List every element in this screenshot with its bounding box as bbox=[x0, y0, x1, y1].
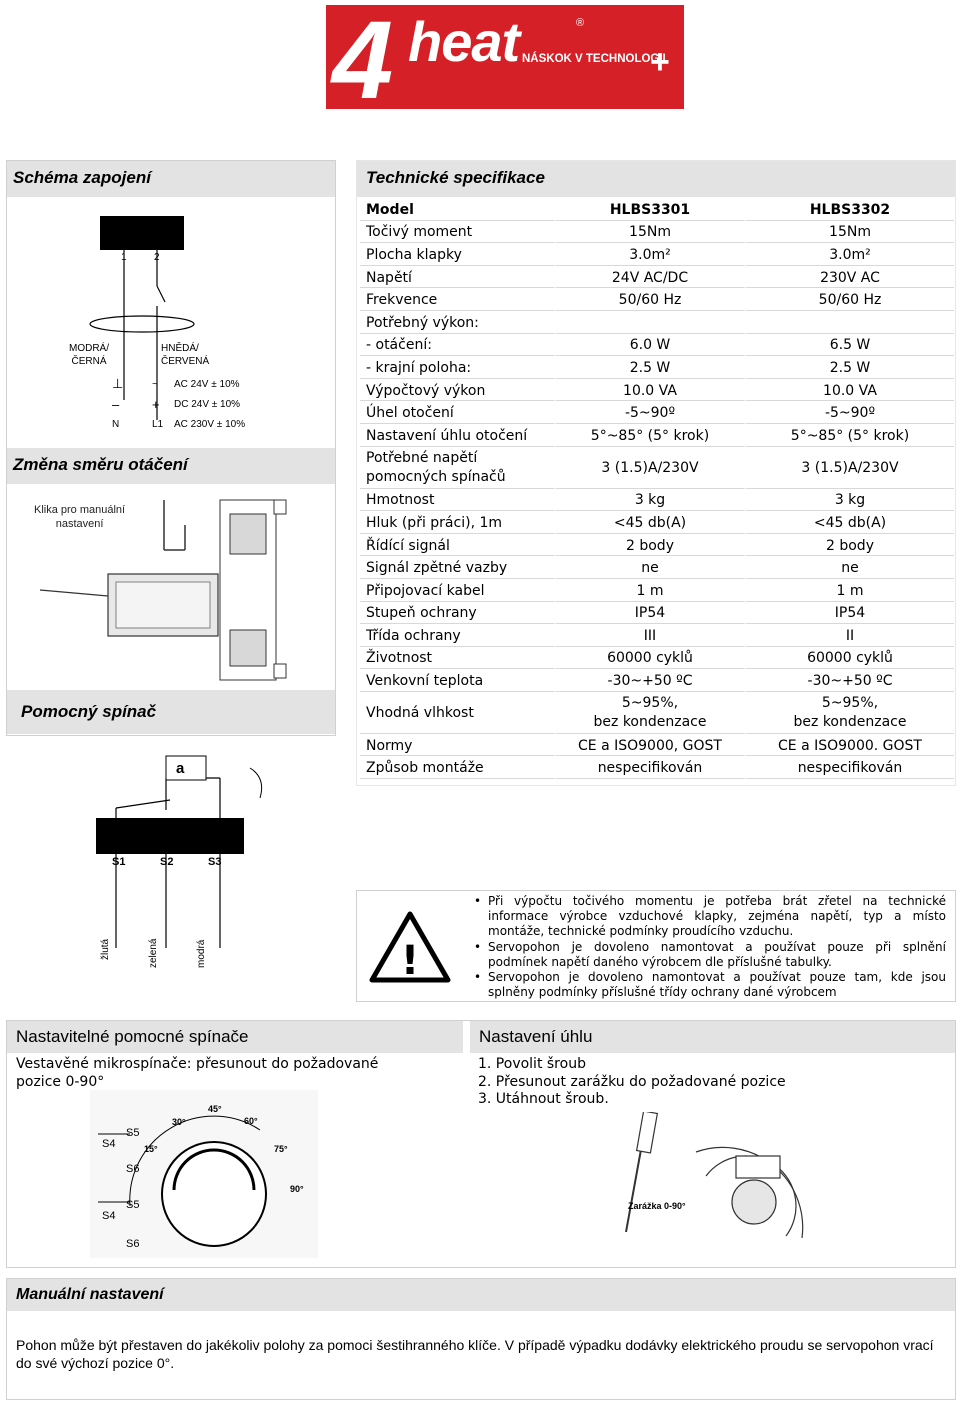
spec-row bbox=[360, 671, 954, 692]
spec-row bbox=[360, 649, 954, 670]
spec-col-hlbs3301: HLBS3301 bbox=[556, 200, 746, 221]
wire-label-left: MODRÁ/ ČERNÁ bbox=[69, 343, 109, 367]
spec-value-hlbs3302: 3.0m² bbox=[746, 245, 954, 266]
spec-value-hlbs3302: IP54 bbox=[746, 604, 954, 625]
angle-step: 3. Utáhnout šroub. bbox=[478, 1091, 609, 1107]
spec-value-hlbs3301: 50/60 Hz bbox=[556, 290, 746, 311]
spec-row bbox=[360, 581, 954, 602]
spec-value-hlbs3302: nespecifikován bbox=[746, 758, 954, 779]
direction-title: Změna směru otáčení bbox=[7, 448, 335, 484]
spec-row bbox=[360, 403, 954, 424]
spec-value-hlbs3301: 5~95%, bez kondenzace bbox=[556, 694, 746, 734]
spec-value-hlbs3301: 24V AC/DC bbox=[556, 268, 746, 289]
wire-yellow: žlutá bbox=[100, 938, 111, 960]
wire-green: zelená bbox=[148, 938, 159, 968]
logo-plus-icon: + bbox=[650, 43, 670, 81]
spec-label: Potřebné napětí pomocných spínačů bbox=[360, 449, 556, 489]
spec-row bbox=[360, 358, 954, 379]
spec-label: Frekvence bbox=[360, 290, 556, 311]
spec-value-hlbs3302 bbox=[746, 313, 954, 334]
spec-row bbox=[360, 245, 954, 266]
legend-text: DC 24V ± 10% bbox=[174, 398, 241, 410]
switch-label-s5-top: S5 bbox=[126, 1127, 140, 1139]
legend-sym: ⊥ bbox=[112, 376, 124, 391]
legend-row bbox=[112, 414, 312, 434]
spec-row bbox=[360, 381, 954, 402]
terminal-s3: S3 bbox=[208, 856, 222, 868]
logo-heat: heat bbox=[408, 10, 520, 73]
angle-stop-svg bbox=[606, 1112, 808, 1262]
terminal-s2: S2 bbox=[160, 856, 174, 868]
spec-value-hlbs3301: 15Nm bbox=[556, 223, 746, 244]
spec-row bbox=[360, 223, 954, 244]
spec-value-hlbs3302: ne bbox=[746, 558, 954, 579]
spec-label: Třída ochrany bbox=[360, 626, 556, 647]
spec-value-hlbs3302: -30~+50 ºC bbox=[746, 671, 954, 692]
warning-item: • Při výpočtu točivého momentu je potřeba brát zřetel na technické informace výrobce vzduchové klapky, zejména napětí, typ a místo montáže, technické podmínky proudícího vzduchu. bbox=[474, 894, 946, 940]
spec-col-hlbs3302: HLBS3302 bbox=[746, 200, 954, 221]
wiring-legend bbox=[112, 374, 312, 434]
spec-value-hlbs3302: 230V AC bbox=[746, 268, 954, 289]
spec-value-hlbs3302: 6.5 W bbox=[746, 336, 954, 357]
angle-step: 2. Přesunout zarážku do požadované pozice bbox=[478, 1073, 786, 1090]
spec-label: Signál zpětné vazby bbox=[360, 558, 556, 579]
manual-title: Manuální nastavení bbox=[7, 1279, 955, 1311]
spec-value-hlbs3301: 10.0 VA bbox=[556, 381, 746, 402]
aux-title: Pomocný spínač bbox=[7, 690, 335, 734]
spec-label: Řídící signál bbox=[360, 536, 556, 557]
spec-label: Plocha klapky bbox=[360, 245, 556, 266]
dial-angle-15: 15° bbox=[144, 1144, 158, 1154]
warning-svg bbox=[368, 910, 452, 984]
actuator-drawing bbox=[30, 490, 330, 690]
dial-angle-60: 60° bbox=[244, 1116, 258, 1126]
spec-value-hlbs3301: 6.0 W bbox=[556, 336, 746, 357]
spec-value-hlbs3302: 60000 cyklů bbox=[746, 649, 954, 670]
spec-label: - krajní poloha: bbox=[360, 358, 556, 379]
spec-row bbox=[360, 626, 954, 647]
spec-label: Hluk (při práci), 1m bbox=[360, 513, 556, 534]
spec-value-hlbs3302: 50/60 Hz bbox=[746, 290, 954, 311]
manual-crank-label: Klika pro manuální nastavení bbox=[34, 504, 126, 530]
legend-sym: N bbox=[112, 418, 120, 430]
legend-sym: – bbox=[112, 396, 120, 412]
angle-step: 1. Povolit šroub bbox=[478, 1056, 586, 1072]
spec-value-hlbs3302: 5°~85° (5° krok) bbox=[746, 426, 954, 447]
switch-label-s4-top: S4 bbox=[102, 1138, 116, 1150]
spec-value-hlbs3301: 2.5 W bbox=[556, 358, 746, 379]
spec-value-hlbs3301: 5°~85° (5° krok) bbox=[556, 426, 746, 447]
spec-value-hlbs3301: -30~+50 ºC bbox=[556, 671, 746, 692]
spec-row bbox=[360, 336, 954, 357]
aux-contact-label: a bbox=[176, 760, 185, 777]
actuator-svg bbox=[30, 490, 330, 690]
spec-table-body bbox=[360, 200, 954, 779]
spec-value-hlbs3302: 2 body bbox=[746, 536, 954, 557]
spec-value-hlbs3302: -5~90º bbox=[746, 403, 954, 424]
dial-angle-45: 45° bbox=[208, 1104, 222, 1114]
adjustable-title: Nastavitelné pomocné spínače bbox=[7, 1021, 463, 1053]
spec-value-hlbs3302: 3 kg bbox=[746, 491, 954, 512]
spec-value-hlbs3301: 3 (1.5)A/230V bbox=[556, 449, 746, 489]
legend-text: AC 230V ± 10% bbox=[174, 418, 246, 430]
spec-row bbox=[360, 736, 954, 757]
spec-row bbox=[360, 449, 954, 489]
spec-value-hlbs3301: nespecifikován bbox=[556, 758, 746, 779]
spec-label: Točivý moment bbox=[360, 223, 556, 244]
angle-title: Nastavení úhlu bbox=[470, 1021, 955, 1053]
spec-label: Potřebný výkon: bbox=[360, 313, 556, 334]
spec-value-hlbs3301 bbox=[556, 313, 746, 334]
spec-row bbox=[360, 426, 954, 447]
spec-label: Hmotnost bbox=[360, 491, 556, 512]
manual-text: Pohon může být přestaven do jakékoliv polohy za pomoci šestihranného klíče. V případě výpadku dodávky elektrického proudu se servopohon vrací do své výchozí pozice 0°. bbox=[16, 1337, 934, 1371]
spec-label: Životnost bbox=[360, 649, 556, 670]
spec-value-hlbs3301: 3 kg bbox=[556, 491, 746, 512]
spec-row bbox=[360, 513, 954, 534]
spec-label: Způsob montáže bbox=[360, 758, 556, 779]
legend-row bbox=[112, 374, 312, 394]
switch-label-s4-bottom: S4 bbox=[102, 1210, 116, 1222]
spec-label: - otáčení: bbox=[360, 336, 556, 357]
angle-stop-label: Zarážka 0-90° bbox=[628, 1201, 686, 1211]
spec-value-hlbs3301: IP54 bbox=[556, 604, 746, 625]
spec-value-hlbs3302: 2.5 W bbox=[746, 358, 954, 379]
legend-sym2: ~ bbox=[152, 378, 158, 390]
warning-triangle-icon bbox=[368, 910, 452, 984]
spec-label: Úhel otočení bbox=[360, 403, 556, 424]
switch-dial-svg bbox=[90, 1090, 318, 1258]
spec-value-hlbs3302: 1 m bbox=[746, 581, 954, 602]
spec-value-hlbs3301: 60000 cyklů bbox=[556, 649, 746, 670]
spec-title: Technické specifikace bbox=[357, 161, 955, 197]
wiring-title: Schéma zapojení bbox=[7, 161, 335, 197]
spec-row bbox=[360, 604, 954, 625]
legend-text: AC 24V ± 10% bbox=[174, 378, 240, 390]
angle-stop-drawing bbox=[606, 1112, 808, 1262]
spec-value-hlbs3301: III bbox=[556, 626, 746, 647]
switch-label-s6-top: S6 bbox=[126, 1163, 140, 1175]
terminal-s1: S1 bbox=[112, 856, 126, 868]
spec-row bbox=[360, 491, 954, 512]
spec-value-hlbs3302: 5~95%, bez kondenzace bbox=[746, 694, 954, 734]
wire-label-right: HNĚDÁ/ ČERVENÁ bbox=[161, 343, 210, 367]
spec-value-hlbs3301: 1 m bbox=[556, 581, 746, 602]
spec-header-row bbox=[360, 200, 954, 221]
spec-label: Vhodná vlhkost bbox=[360, 694, 556, 734]
spec-value-hlbs3301: CE a ISO9000, GOST bbox=[556, 736, 746, 757]
warning-mark: ! bbox=[400, 938, 420, 984]
logo-four: 4 bbox=[332, 0, 394, 122]
warning-item: • Servopohon je dovoleno namontovat a používat pouze tam, kde jsou splněny podmínky příslušné třídy ochrany dané výrobcem bbox=[474, 970, 946, 1000]
switch-label-s6-bottom: S6 bbox=[126, 1238, 140, 1250]
spec-label: Napětí bbox=[360, 268, 556, 289]
switch-dial-drawing bbox=[90, 1090, 318, 1258]
legend-sym2: L1 bbox=[152, 418, 164, 430]
spec-value-hlbs3301: ne bbox=[556, 558, 746, 579]
spec-value-hlbs3302: CE a ISO9000. GOST bbox=[746, 736, 954, 757]
legend-row bbox=[112, 394, 312, 414]
spec-row bbox=[360, 694, 954, 734]
terminal-2: 2 bbox=[154, 252, 160, 263]
spec-col-model: Model bbox=[360, 200, 556, 221]
spec-value-hlbs3302: II bbox=[746, 626, 954, 647]
dial-angle-90: 90° bbox=[290, 1184, 304, 1194]
wire-blue: modrá bbox=[196, 939, 207, 968]
spec-value-hlbs3302: 15Nm bbox=[746, 223, 954, 244]
dial-angle-75: 75° bbox=[274, 1144, 288, 1154]
legend-sym2: + bbox=[152, 396, 160, 412]
adjustable-text: Vestavěné mikrospínače: přesunout do požadované pozice 0-90° bbox=[16, 1056, 379, 1090]
spec-row bbox=[360, 290, 954, 311]
logo-registered: ® bbox=[576, 17, 585, 29]
spec-value-hlbs3302: 3 (1.5)A/230V bbox=[746, 449, 954, 489]
spec-label: Připojovací kabel bbox=[360, 581, 556, 602]
logo-slogan: NÁSKOK V TECHNOLOGII bbox=[522, 53, 666, 65]
spec-row bbox=[360, 558, 954, 579]
dial-angle-30: 30° bbox=[172, 1117, 186, 1127]
brand-logo bbox=[326, 0, 684, 122]
spec-label: Stupeň ochrany bbox=[360, 604, 556, 625]
spec-label: Výpočtový výkon bbox=[360, 381, 556, 402]
spec-row bbox=[360, 268, 954, 289]
warning-item: • Servopohon je dovoleno namontovat a používat pouze při splnění podmínek napětí daného výrobcem dle příslušné tabulky. bbox=[474, 940, 946, 970]
angle-steps bbox=[478, 1056, 786, 1109]
spec-value-hlbs3301: 2 body bbox=[556, 536, 746, 557]
terminal-1: 1 bbox=[121, 252, 127, 263]
spec-value-hlbs3301: 3.0m² bbox=[556, 245, 746, 266]
spec-value-hlbs3302: 10.0 VA bbox=[746, 381, 954, 402]
spec-value-hlbs3301: <45 db(A) bbox=[556, 513, 746, 534]
spec-label: Venkovní teplota bbox=[360, 671, 556, 692]
spec-table bbox=[360, 198, 954, 781]
spec-label: Normy bbox=[360, 736, 556, 757]
aux-terminals bbox=[112, 856, 232, 868]
spec-label: Nastavení úhlu otočení bbox=[360, 426, 556, 447]
spec-row bbox=[360, 758, 954, 779]
switch-label-s5-bottom: S5 bbox=[126, 1199, 140, 1211]
spec-row bbox=[360, 313, 954, 334]
spec-row bbox=[360, 536, 954, 557]
spec-value-hlbs3302: <45 db(A) bbox=[746, 513, 954, 534]
warning-list bbox=[474, 894, 946, 1000]
spec-value-hlbs3301: -5~90º bbox=[556, 403, 746, 424]
